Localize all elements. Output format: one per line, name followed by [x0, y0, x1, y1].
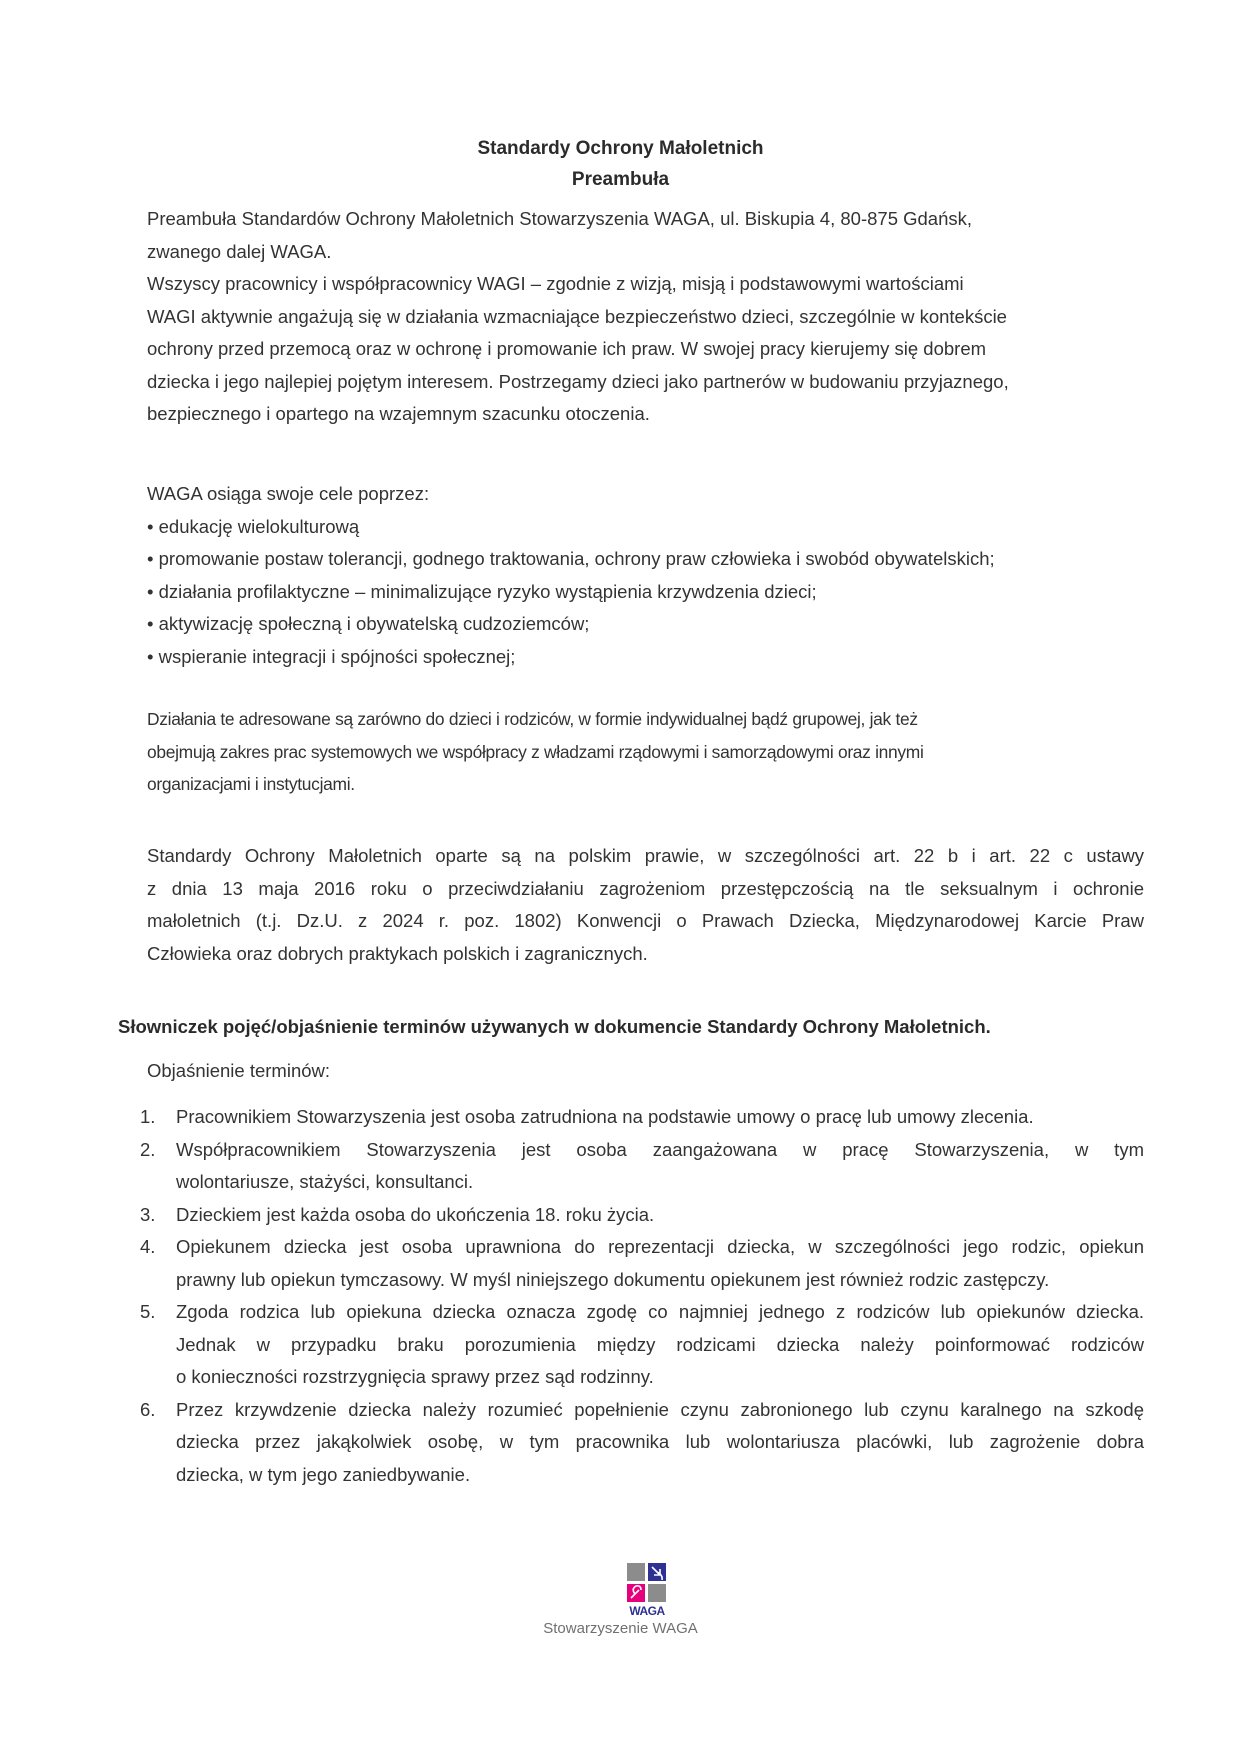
legal-basis-paragraph [147, 840, 1144, 970]
item-text: Pracownikiem Stowarzyszenia jest osoba zatrudniona na podstawie umowy o pracę lub umowy zlecenia. [176, 1106, 1034, 1127]
glossary-item [140, 1134, 1144, 1199]
document-subtitle: Preambuła [571, 169, 670, 190]
item-text: dziecka przez jakąkolwiek osobę, w tym pracownika lub wolontariusza placówki, lub zagrożenie dobra [176, 1431, 1144, 1452]
legal-line: z dnia 13 maja 2016 roku o przeciwdziałaniu zagrożeniom przestępczością na tle seksualnym i ochronie [147, 877, 1144, 899]
glossary-item [140, 1394, 1144, 1492]
item-number: 6. [140, 1398, 156, 1420]
glossary-item [140, 1296, 1144, 1394]
goals-section [147, 478, 1144, 673]
preamble-line: WAGI aktywnie angażują się w działania wzmacniające bezpieczeństwo dzieci, szczególnie w kontekście [147, 305, 1007, 327]
preamble-line: bezpiecznego i opartego na wzajemnym szacunku otoczenia. [147, 403, 650, 424]
item-text: Dzieckiem jest każda osoba do ukończenia 18. roku życia. [176, 1203, 655, 1225]
preamble-line: Preambuła Standardów Ochrony Małoletnich Stowarzyszenia WAGA, ul. Biskupia 4, 80-875 Gdańsk, [147, 208, 973, 229]
item-number: 4. [140, 1236, 156, 1257]
goal-bullet: • wspieranie integracji i spójności społecznej; [147, 645, 516, 667]
preamble-line: Wszyscy pracownicy i współpracownicy WAGI – zgodnie z wizją, misją i podstawowymi wartościami [147, 273, 964, 294]
glossary-list [140, 1101, 1144, 1491]
goal-bullet: • edukację wielokulturową [147, 515, 360, 537]
addressees-line: Działania te adresowane są zarówno do dzieci i rodziców, w formie indywidualnej bądź grupowej, jak też [147, 709, 918, 729]
item-number: 2. [140, 1138, 156, 1160]
glossary-item [140, 1199, 1144, 1232]
preamble-line: zwanego dalej WAGA. [147, 240, 332, 262]
legal-line: małoletnich (t.j. Dz.U. z 2024 r. poz. 1802) Konwencji o Prawach Dziecka, Międzynarodowej Karcie Praw [147, 910, 1144, 931]
goal-bullet: • działania profilaktyczne – minimalizujące ryzyko wystąpienia krzywdzenia dzieci; [147, 580, 817, 602]
preamble-line: dziecka i jego najlepiej pojętym interesem. Postrzegamy dzieci jako partnerów w budowaniu przyjaznego, [147, 370, 1009, 392]
item-text: dziecka, w tym jego zaniedbywanie. [176, 1463, 471, 1485]
goal-bullet: • aktywizację społeczną i obywatelską cudzoziemców; [147, 613, 590, 634]
addressees-line: organizacjami i instytucjami. [147, 774, 355, 794]
waga-logo-icon [627, 1563, 667, 1603]
item-text: prawny lub opiekun tymczasowy. W myśl niniejszego dokumentu opiekunem jest również rodzic zastępczy. [176, 1268, 1050, 1290]
glossary-item [140, 1231, 1144, 1296]
footer-organization: Stowarzyszenie WAGA [543, 1620, 698, 1637]
item-text: Zgoda rodzica lub opiekuna dziecka oznacza zgodę co najmniej jednego z rodziców lub opiekunów dziecka. [176, 1301, 1144, 1322]
item-text: Jednak w przypadku braku porozumienia między rodzicami dziecka należy poinformować rodziców [176, 1333, 1144, 1355]
glossary-intro: Objaśnienie terminów: [147, 1060, 331, 1081]
item-text: Przez krzywdzenie dziecka należy rozumieć popełnienie czynu zabronionego lub czynu karalnego na szkodę [176, 1398, 1144, 1420]
legal-line: Człowieka oraz dobrych praktykach polskich i zagranicznych. [147, 942, 648, 964]
glossary-heading: Słowniczek pojęć/objaśnienie terminów używanych w dokumencie Standardy Ochrony Małoletnich. [118, 1016, 991, 1037]
document-title: Standardy Ochrony Małoletnich [477, 138, 764, 159]
addressees-paragraph [147, 703, 1144, 801]
logo-wordmark: WAGA [629, 1604, 665, 1618]
legal-line: Standardy Ochrony Małoletnich oparte są na polskim prawie, w szczególności art. 22 b i art. 22 c ustawy [147, 845, 1144, 866]
item-number: 5. [140, 1301, 156, 1322]
glossary-item [140, 1101, 1144, 1134]
item-text: Opiekunem dziecka jest osoba uprawniona do reprezentacji dziecka, w szczególności jego rodzic, opiekun [176, 1236, 1144, 1257]
item-text: Współpracownikiem Stowarzyszenia jest osoba zaangażowana w pracę Stowarzyszenia, w tym [176, 1138, 1144, 1160]
item-text: wolontariusze, stażyści, konsultanci. [176, 1171, 474, 1192]
item-number: 1. [140, 1106, 156, 1127]
item-text: o konieczności rozstrzygnięcia sprawy przez sąd rodzinny. [176, 1366, 654, 1387]
goals-intro: WAGA osiąga swoje cele poprzez: [147, 483, 430, 504]
preamble-line: ochrony przed przemocą oraz w ochronę i promowanie ich praw. W swojej pracy kierujemy się dobrem [147, 338, 987, 359]
addressees-line: obejmują zakres prac systemowych we współpracy z władzami rządowymi i samorządowymi oraz innymi [147, 741, 924, 762]
item-number: 3. [140, 1203, 156, 1225]
goal-bullet: • promowanie postaw tolerancji, godnego traktowania, ochrony praw człowieka i swobód obywatelskich; [147, 548, 995, 569]
preamble-paragraph [147, 203, 1144, 431]
